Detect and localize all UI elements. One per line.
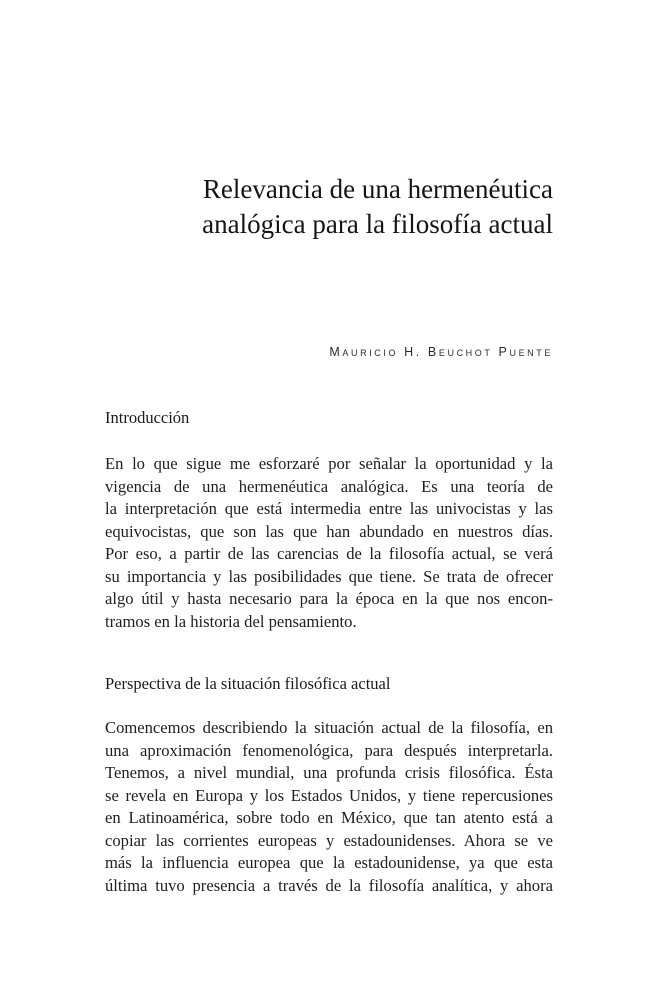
text-line: una aproximación fenomenológica, para después interpretarla. — [105, 740, 553, 760]
text-line: tramos en la historia del pensamiento. — [105, 611, 357, 631]
text-line: Comencemos describiendo la situación actual de la filosofía, en — [105, 718, 553, 737]
chapter-title — [150, 172, 553, 242]
section-heading-perspectiva: Perspectiva de la situación filosófica actual — [105, 674, 391, 693]
text-line: equivocistas, que son las que han abundado en nuestros días. — [105, 521, 553, 541]
text-line: copiar las corrientes europeas y estadounidenses. Ahora se ve — [105, 830, 553, 850]
paragraph-introduccion — [105, 453, 553, 633]
text-line: algo útil y hasta necesario para la época en la que nos encon- — [105, 589, 553, 608]
chapter-title-line-1: Relevancia de una hermenéutica — [202, 174, 553, 204]
text-line: se revela en Europa y los Estados Unidos, y tiene repercusiones — [105, 785, 553, 805]
chapter-title-line-2: analógica para la filosofía actual — [202, 209, 553, 239]
text-line: en Latinoamérica, sobre todo en México, que tan atento está a — [105, 808, 553, 827]
paragraph-perspectiva — [105, 717, 553, 897]
text-line: última tuvo presencia a través de la filosofía analítica, y ahora — [105, 875, 553, 895]
text-line: su importancia y las posibilidades que tiene. Se trata de ofrecer — [105, 566, 553, 586]
text-line: la interpretación que está intermedia entre las univocistas y las — [105, 499, 553, 518]
text-line: Por eso, a partir de las carencias de la filosofía actual, se verá — [105, 544, 553, 563]
text-line: Tenemos, a nivel mundial, una profunda crisis filosófica. Ésta — [105, 763, 553, 782]
section-heading-introduccion: Introducción — [105, 408, 190, 427]
text-line: En lo que sigue me esforzaré por señalar la oportunidad y la — [105, 454, 553, 473]
text-line: más la influencia europea que la estadounidense, ya que esta — [105, 853, 553, 872]
text-line: vigencia de una hermenéutica analógica. Es una teoría de — [105, 476, 553, 496]
author-name: Mauricio H. Beuchot Puente — [329, 345, 553, 359]
